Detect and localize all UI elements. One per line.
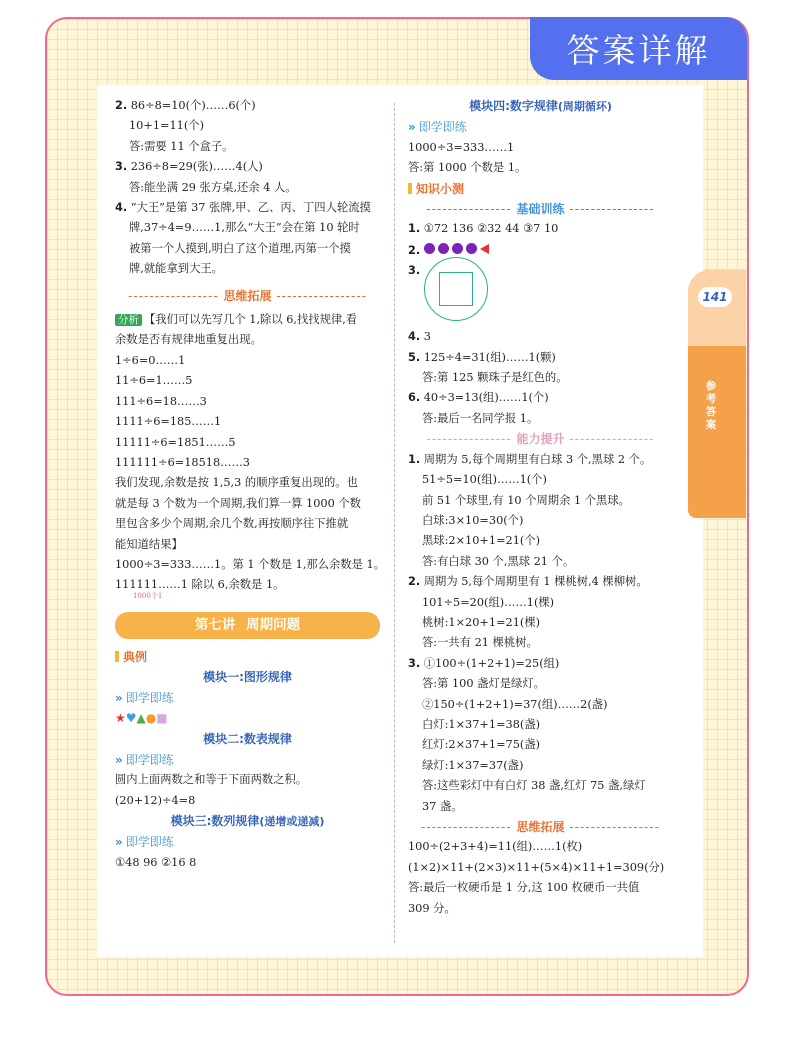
- answer-line: 答:最后一枚硬币是 1 分,这 100 枚硬币一共值: [408, 881, 640, 895]
- answer-line: 答:需要 11 个盒子。: [129, 139, 234, 153]
- section-title-expand: ----------------- 思维拓展 -----------------: [128, 288, 367, 303]
- answer-line: 101÷5=20(组)……1(棵): [422, 595, 555, 609]
- answer-line: 桃树:1×20+1=21(棵): [422, 615, 541, 629]
- analysis-tag: 分析: [115, 314, 142, 326]
- calc-line: 11÷6=1……5: [115, 374, 193, 388]
- conclusion-line: 就是每 3 个数为一个周期,我们算一算 1000 个数: [115, 496, 361, 510]
- answer-line: 5. 125÷4=31(组)……1(颗): [408, 350, 556, 364]
- section-title-expand: ----------------- 思维拓展 -----------------: [421, 820, 660, 834]
- answer-line: 答:第 1000 个数是 1。: [408, 161, 527, 175]
- answer-line: 牌,37÷4=9……1,那么“大王”会在第 10 轮时: [129, 221, 360, 235]
- answer-line: 答:有白球 30 个,黑球 21 个。: [422, 554, 575, 568]
- conclusion-line: 能知道结果】: [115, 537, 183, 551]
- calc-line: 11111÷6=1851……5: [115, 435, 236, 449]
- shape-sequence: [115, 708, 380, 729]
- analysis-line: 分析 【我们可以先写几个 1,除以 6,找找规律,看: [115, 310, 380, 330]
- calc-line: 1÷6=0……1: [115, 353, 186, 367]
- answer-line: 答:最后一名同学报 1。: [422, 411, 539, 425]
- module-four-title: 模块四:数字规律(周期循环): [469, 99, 612, 113]
- module-two-title: 模块二:数表规律: [203, 732, 292, 747]
- calc-line: 111÷6=18……3: [115, 394, 207, 408]
- section-title-ability: ---------------- 能力提升 ----------------: [426, 432, 655, 447]
- lecture-banner: 第七讲 周期问题: [115, 612, 380, 639]
- answer-line: 1. 周期为 5,每个周期里有白球 3 个,黑球 2 个。: [408, 452, 652, 466]
- module-three-title: 模块三:数列规律(递增或递减): [170, 814, 325, 828]
- answer-line: 红灯:2×37+1=75(盏): [422, 738, 541, 752]
- answer-line: 答:第 100 盏灯是绿灯。: [422, 677, 545, 691]
- answer-line: 1. ①72 136 ②32 44 ③7 10: [408, 222, 559, 236]
- answer-line: 答:能坐满 29 张方桌,还余 4 人。: [129, 180, 297, 194]
- answer-line: 绿灯:1×37=37(盏): [422, 758, 524, 772]
- side-tab-char: 案: [705, 419, 717, 431]
- side-tab-char: 考: [705, 393, 717, 405]
- side-tab-char: 答: [705, 406, 717, 418]
- answer-line: 圆内上面两数之和等于下面两数之积。: [115, 773, 308, 787]
- circle-icon: ●: [145, 710, 157, 725]
- answer-line: 4. “大王”是第 37 张牌,甲、乙、丙、丁四人轮流摸: [115, 201, 371, 215]
- practice-label: » 即学即练: [115, 835, 174, 850]
- answer-line: 牌,就能拿到大王。: [129, 262, 223, 276]
- answer-line: (20+12)÷4=8: [115, 793, 196, 807]
- circle-square-figure: [424, 257, 488, 321]
- final-line: 111111……1 除以 6,余数是 1。: [115, 578, 285, 592]
- practice-label: » 即学即练: [408, 120, 467, 135]
- practice-label: » 即学即练: [115, 690, 174, 705]
- answer-line: 2. 86÷8=10(个)……6(个): [115, 99, 256, 112]
- answer-line: 前 51 个球里,有 10 个周期余 1 个黑球。: [422, 493, 630, 507]
- purple-dot-icon: [452, 243, 463, 254]
- analysis-line: 余数是否有规律地重复出现。: [115, 333, 262, 347]
- side-tab-char: 参: [705, 380, 717, 392]
- answer-line: 2. 周期为 5,每个周期里有 1 棵桃树,4 棵柳树。: [408, 575, 648, 589]
- answer-line: ①48 96 ②16 8: [115, 855, 197, 869]
- side-tab-flap: [688, 270, 746, 346]
- page-number: 141: [698, 287, 732, 307]
- conclusion-line: 我们发现,余数是按 1,5,3 的顺序重复出现的。也: [115, 476, 358, 490]
- column-divider: [394, 103, 395, 943]
- answer-line: 答:一共有 21 棵桃树。: [422, 636, 538, 650]
- answer-line: 1000÷3=333……1: [408, 140, 515, 154]
- answer-line: 白灯:1×37+1=38(盏): [422, 717, 541, 731]
- example-tag: 典例: [115, 647, 380, 667]
- right-column: [408, 96, 673, 919]
- answer-line: 100÷(2+3+4)=11(组)……1(枚): [408, 840, 583, 854]
- red-triangle-icon: [480, 244, 489, 254]
- answer-line: 3. ①100÷(1+2+1)=25(组): [408, 656, 560, 670]
- answer-line: ②150÷(1+2+1)=37(组)……2(盏): [422, 697, 608, 711]
- calc-line: 1111÷6=185……1: [115, 415, 222, 429]
- answer-line: 51÷5=10(组)……1(个): [422, 473, 547, 487]
- answer-line: 4. 3: [408, 330, 431, 344]
- answer-line: 10+1=11(个): [129, 119, 204, 133]
- final-line: 1000÷3=333……1。第 1 个数是 1,那么余数是 1。: [115, 557, 385, 571]
- brace-label: 1000个1: [133, 591, 163, 600]
- side-tab: [688, 270, 746, 518]
- page-header: [530, 17, 747, 80]
- triangle-icon: ▲: [136, 710, 146, 725]
- answer-line: 黑球:2×10+1=21(个): [422, 534, 541, 548]
- answer-line: 309 分。: [408, 901, 456, 915]
- module-one-title: 模块一:图形规律: [203, 670, 292, 685]
- answer-line: 答:这些彩灯中有白灯 38 盏,红灯 75 盏,绿灯: [422, 779, 646, 793]
- answer-line: (1×2)×11+(2×3)×11+(5×4)×11+1=309(分): [408, 860, 665, 874]
- quiz-tag: 知识小测: [408, 179, 673, 199]
- answer-line: 答:第 125 颗珠子是红色的。: [422, 371, 568, 385]
- side-tab-label: [704, 380, 718, 432]
- calc-line: 111111÷6=18518……3: [115, 455, 250, 469]
- answer-line: 37 盏。: [422, 799, 463, 813]
- answer-line: 白球:3×10=30(个): [422, 513, 524, 527]
- square-icon: ■: [156, 710, 168, 725]
- conclusion-line: 里包含多少个周期,余几个数,再按顺序往下推就: [115, 517, 349, 531]
- answer-line: 3.: [408, 261, 673, 327]
- header-title: 答案详解: [566, 31, 711, 70]
- purple-dot-icon: [466, 243, 477, 254]
- section-title-basic: ---------------- 基础训练 ----------------: [426, 202, 655, 217]
- answer-line: 2.: [408, 240, 673, 261]
- practice-label: » 即学即练: [115, 752, 174, 767]
- left-column: [115, 96, 385, 873]
- heart-icon: ♥: [125, 710, 137, 725]
- purple-dot-icon: [438, 243, 449, 254]
- answer-line: 6. 40÷3=13(组)……1(个): [408, 391, 549, 405]
- answer-line: 被第一个人摸到,明白了这个道理,丙第一个摸: [129, 241, 351, 255]
- star-icon: ★: [115, 710, 126, 725]
- answer-line: 3. 236÷8=29(张)……4(人): [115, 160, 263, 174]
- purple-dot-icon: [424, 243, 435, 254]
